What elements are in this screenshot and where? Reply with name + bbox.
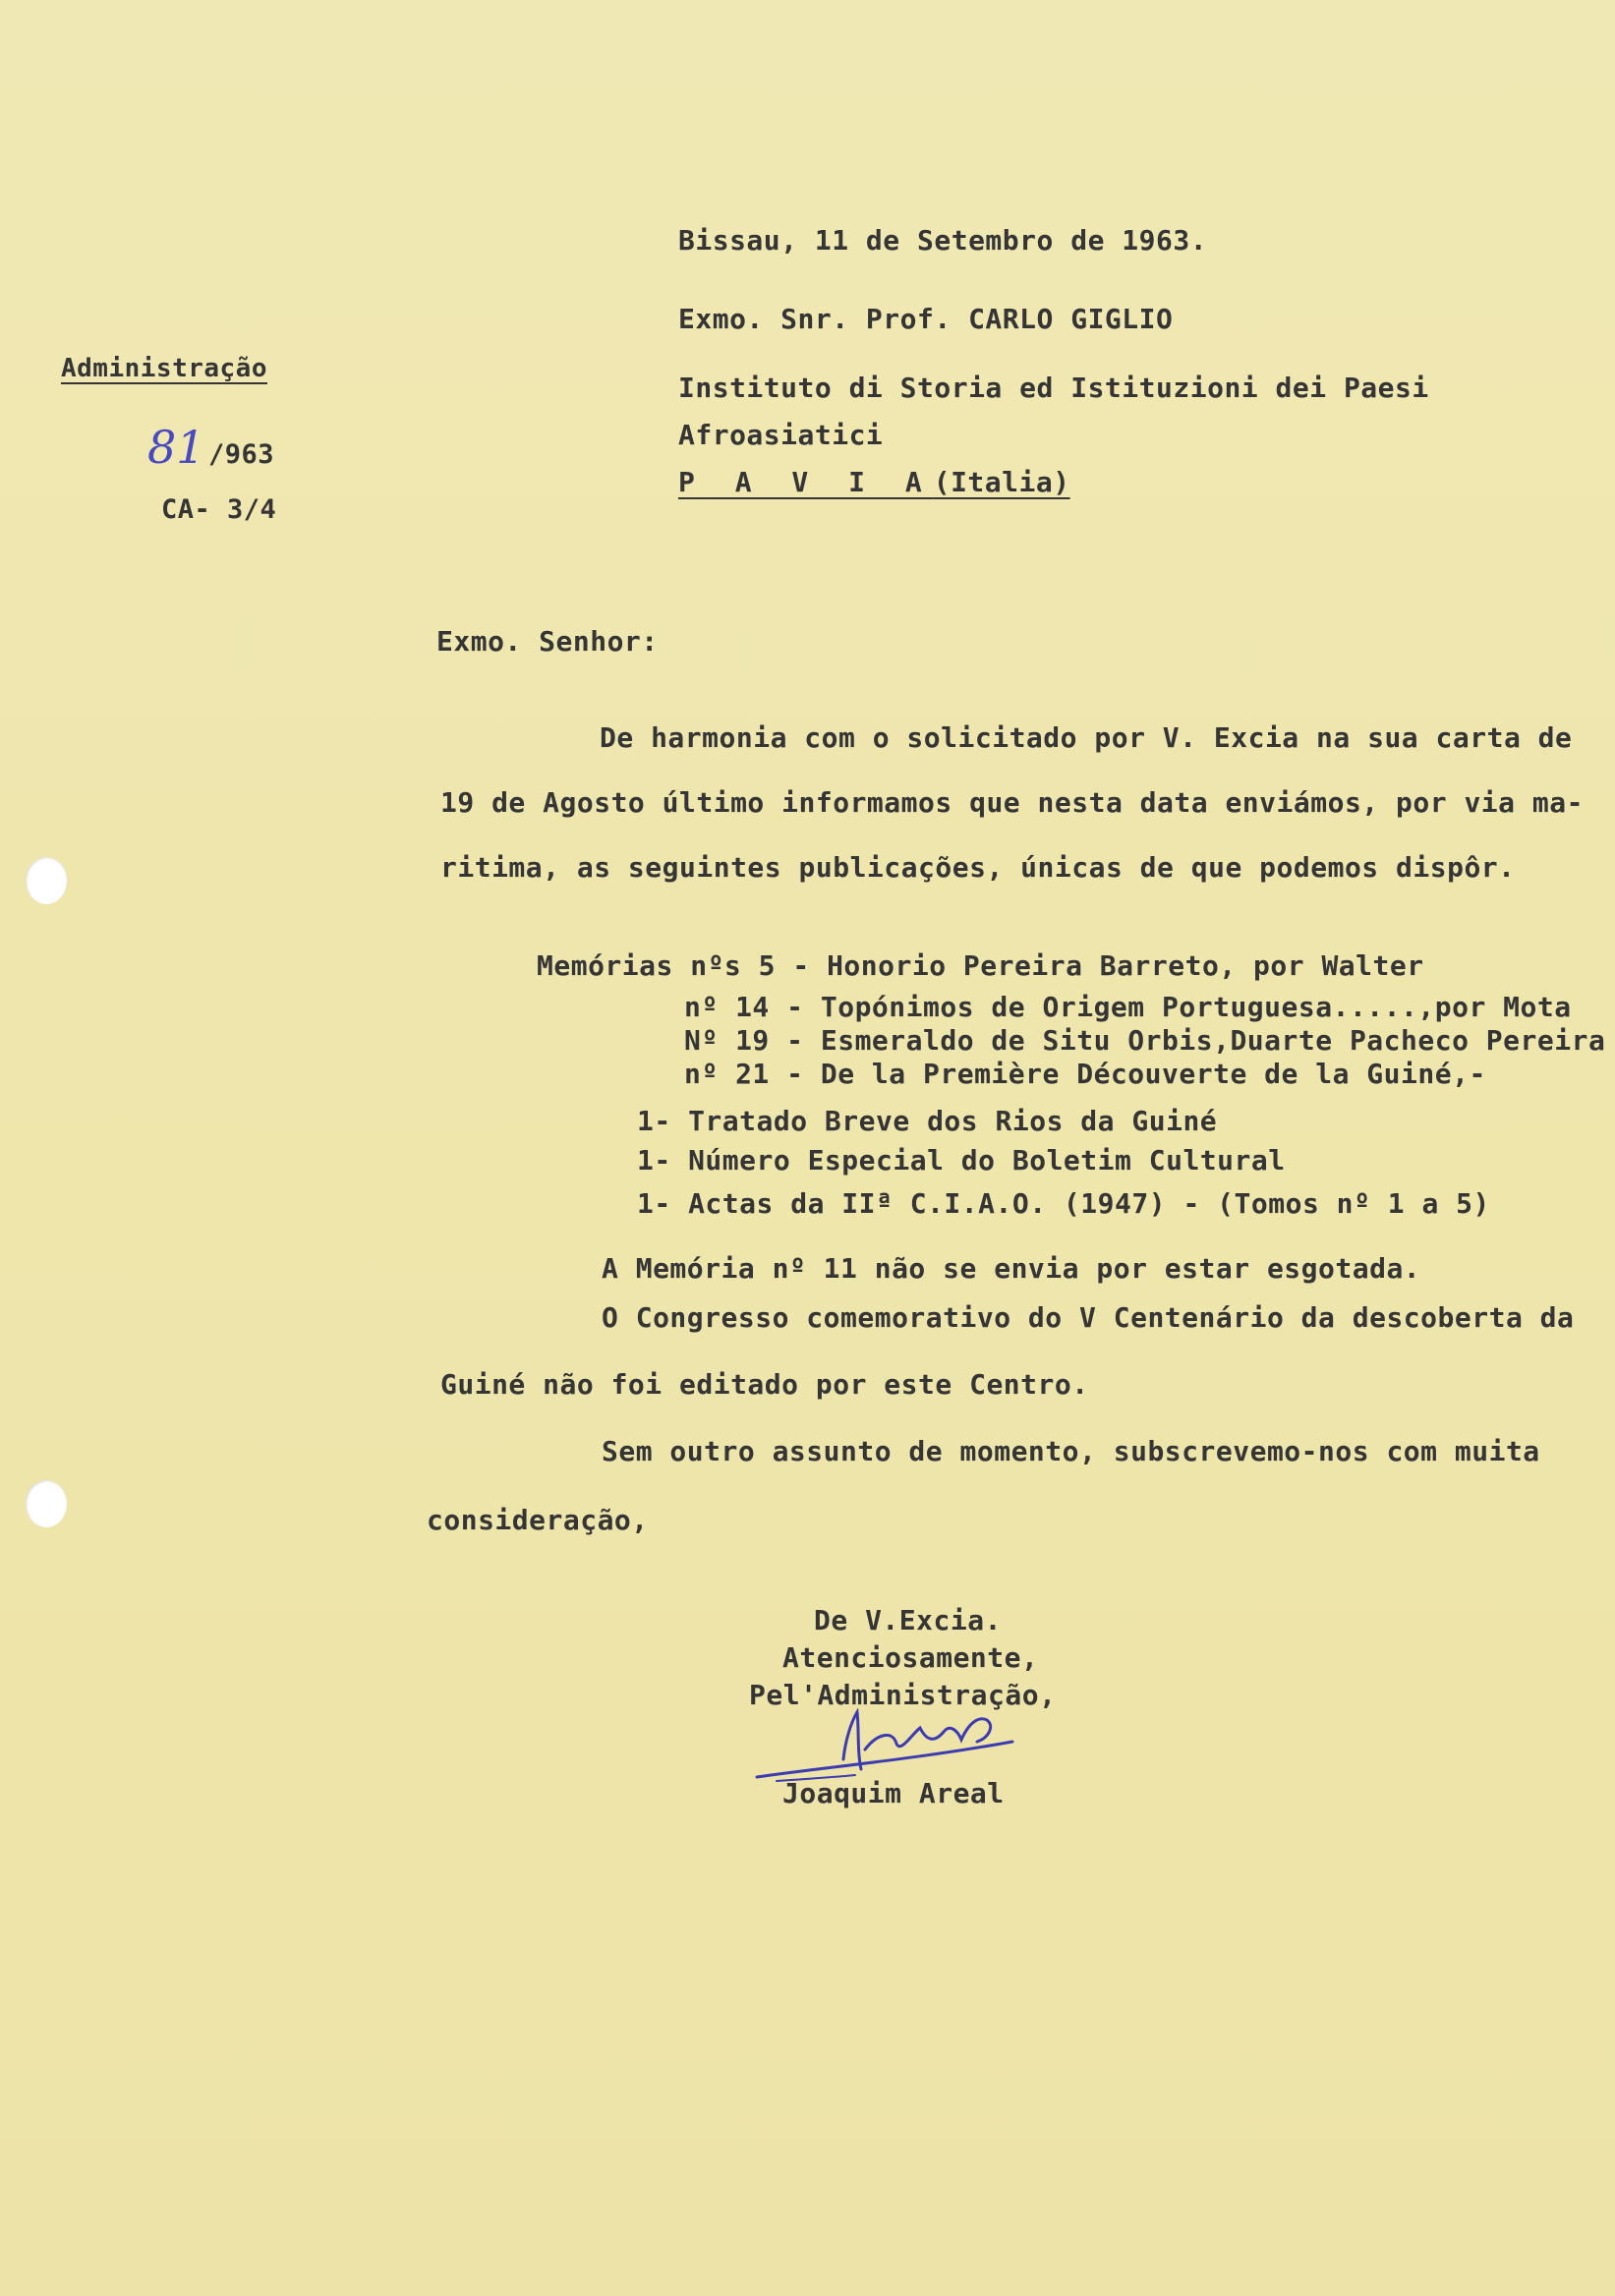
signatory-name: Joaquim Areal (782, 1777, 1005, 1809)
handwritten-ref-number: 81 (147, 421, 205, 474)
signature-line-1: De V.Excia. (814, 1604, 1002, 1636)
department-label: Administração (61, 354, 267, 383)
ref-year: /963 (208, 439, 275, 470)
body-line-2: 19 de Agosto último informamos que nesta data enviámos, por via ma- (440, 786, 1584, 819)
salutation: Exmo. Senhor: (436, 625, 659, 658)
closing-line-1: A Memória nº 11 não se envia por estar esgotada. (602, 1252, 1421, 1285)
publication-item: Memórias nºs 5 - Honorio Pereira Barreto, por Walter (537, 949, 1424, 982)
institute-name-line2: Afroasiatici (678, 419, 884, 451)
ref-code: CA- 3/4 (161, 494, 277, 525)
publication-item: 1- Tratado Breve dos Rios da Guiné (637, 1105, 1218, 1137)
recipient-name: Exmo. Snr. Prof. CARLO GIGLIO (678, 303, 1174, 335)
signature-line-3: Pel'Administração, (749, 1679, 1057, 1711)
publication-item: nº 14 - Topónimos de Origem Portuguesa.....,por Mota (684, 991, 1572, 1023)
punch-hole-bottom (26, 1480, 67, 1527)
recipient-city (678, 466, 1070, 499)
body-line-1: De harmonia com o solicitado por V. Excia na sua carta de (600, 721, 1573, 754)
city-name: P A V I A (678, 466, 934, 498)
publication-item: 1- Actas da IIª C.I.A.O. (1947) - (Tomos nº 1 a 5) (637, 1187, 1490, 1220)
body-line-3: ritima, as seguintes publicações, únicas de que podemos dispôr. (440, 851, 1516, 884)
institute-name-line1: Instituto di Storia ed Istituzioni dei Paesi (678, 372, 1429, 404)
closing-line-5: consideração, (427, 1504, 649, 1536)
punch-hole-top (26, 857, 67, 904)
closing-line-2: O Congresso comemorativo do V Centenário da descoberta da (602, 1301, 1575, 1334)
country-name: (Italia) (933, 466, 1070, 498)
publication-item: nº 21 - De la Première Découverte de la Guiné,- (684, 1058, 1486, 1090)
signature-line-2: Atenciosamente, (782, 1641, 1039, 1674)
place-date: Bissau, 11 de Setembro de 1963. (678, 224, 1208, 257)
closing-line-3: Guiné não foi editado por este Centro. (440, 1368, 1089, 1401)
closing-line-4: Sem outro assunto de momento, subscrevemo-nos com muita (602, 1435, 1540, 1467)
publication-item: Nº 19 - Esmeraldo de Situ Orbis,Duarte Pacheco Pereira (684, 1024, 1606, 1057)
publication-item: 1- Número Especial do Boletim Cultural (637, 1144, 1286, 1177)
